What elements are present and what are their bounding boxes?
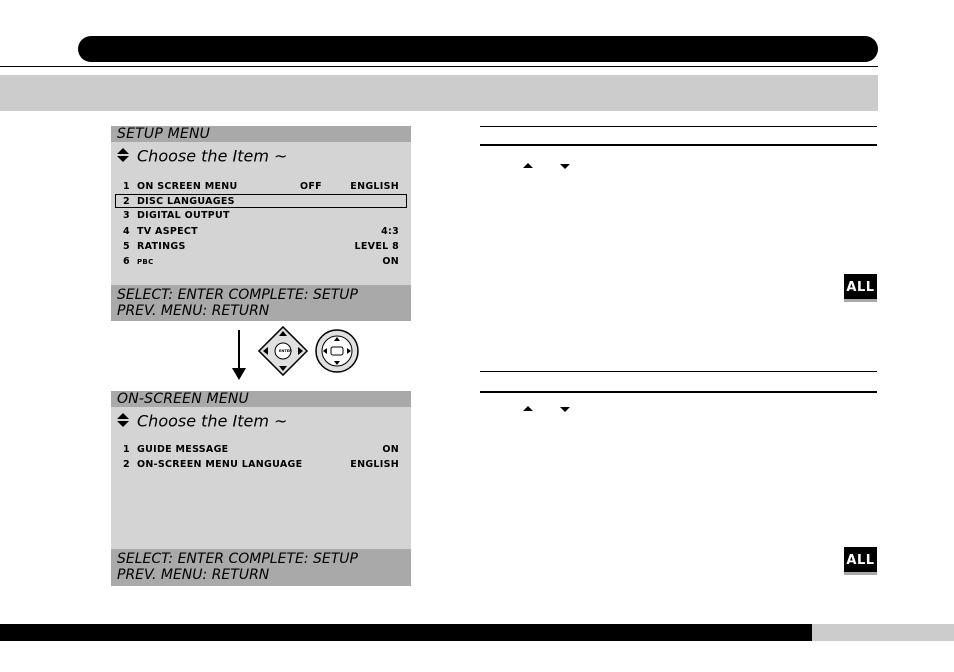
item-value-2: ON — [382, 444, 399, 455]
item-label: DIGITAL OUTPUT — [137, 210, 230, 221]
item-label: PBC — [137, 258, 154, 266]
item-value: OFF — [300, 181, 322, 192]
remote-dpad-icon — [258, 326, 308, 380]
onscreen-menu-title: ON-SCREEN MENU — [111, 391, 411, 407]
item-value-2: 4:3 — [381, 226, 399, 237]
down-arrow-icon — [560, 407, 570, 412]
section-band — [0, 75, 878, 111]
item-label: ON SCREEN MENU — [137, 181, 238, 192]
footer-bar — [0, 624, 812, 641]
down-arrow-icon — [560, 164, 570, 169]
all-badge: ALL — [844, 274, 877, 302]
choose-item-text: Choose the Item ~ — [137, 146, 288, 166]
section-rule-thick — [480, 144, 877, 146]
footer-line-1: SELECT: ENTER COMPLETE: SETUP — [117, 551, 358, 567]
item-number: 4 — [123, 226, 130, 237]
up-down-arrows-icon — [117, 412, 131, 432]
all-badge: ALL — [844, 547, 877, 575]
header-bar — [78, 36, 878, 62]
setup-menu-title: SETUP MENU — [111, 126, 411, 142]
item-number: 1 — [123, 444, 130, 455]
list-item — [123, 240, 399, 254]
list-item — [123, 458, 399, 472]
up-arrow-icon — [523, 406, 533, 411]
list-item — [123, 180, 399, 194]
setup-menu-screen — [111, 126, 411, 321]
list-item — [123, 225, 399, 239]
list-item — [123, 209, 399, 223]
item-value-2: LEVEL 8 — [354, 241, 399, 252]
up-arrow-icon — [523, 163, 533, 168]
item-value-2: ENGLISH — [350, 459, 399, 470]
section-rule — [480, 371, 877, 372]
item-number: 2 — [123, 196, 130, 207]
remote-jog-icon — [314, 328, 360, 378]
footer-line-1: SELECT: ENTER COMPLETE: SETUP — [117, 287, 358, 303]
list-item — [123, 255, 399, 269]
item-label: ON-SCREEN MENU LANGUAGE — [137, 459, 303, 470]
onscreen-menu-screen — [111, 391, 411, 586]
choose-item-text: Choose the Item ~ — [137, 411, 288, 431]
item-number: 3 — [123, 210, 130, 221]
footer-line-2: PREV. MENU: RETURN — [117, 567, 270, 583]
item-value-2: ON — [382, 256, 399, 267]
header-rule — [0, 66, 878, 67]
up-down-arrows-icon — [117, 147, 131, 167]
item-number: 1 — [123, 181, 130, 192]
section-rule-thick — [480, 391, 877, 393]
footer-line-2: PREV. MENU: RETURN — [117, 303, 270, 319]
item-number: 5 — [123, 241, 130, 252]
setup-menu-footer — [111, 285, 411, 321]
section-rule — [480, 126, 877, 127]
down-arrow-icon — [231, 330, 247, 384]
setup-menu-choose — [117, 146, 287, 166]
onscreen-menu-choose — [117, 411, 287, 431]
item-value-2: ENGLISH — [350, 181, 399, 192]
item-label: DISC LANGUAGES — [137, 196, 235, 207]
item-number: 2 — [123, 459, 130, 470]
onscreen-menu-footer — [111, 549, 411, 586]
dpad-enter-label: ENTER — [279, 349, 292, 353]
item-label: TV ASPECT — [137, 226, 198, 237]
footer-page-tab — [812, 624, 954, 641]
item-label: GUIDE MESSAGE — [137, 444, 229, 455]
list-item — [123, 443, 399, 457]
item-number: 6 — [123, 256, 130, 267]
list-item-selected — [123, 195, 399, 209]
item-label: RATINGS — [137, 241, 186, 252]
